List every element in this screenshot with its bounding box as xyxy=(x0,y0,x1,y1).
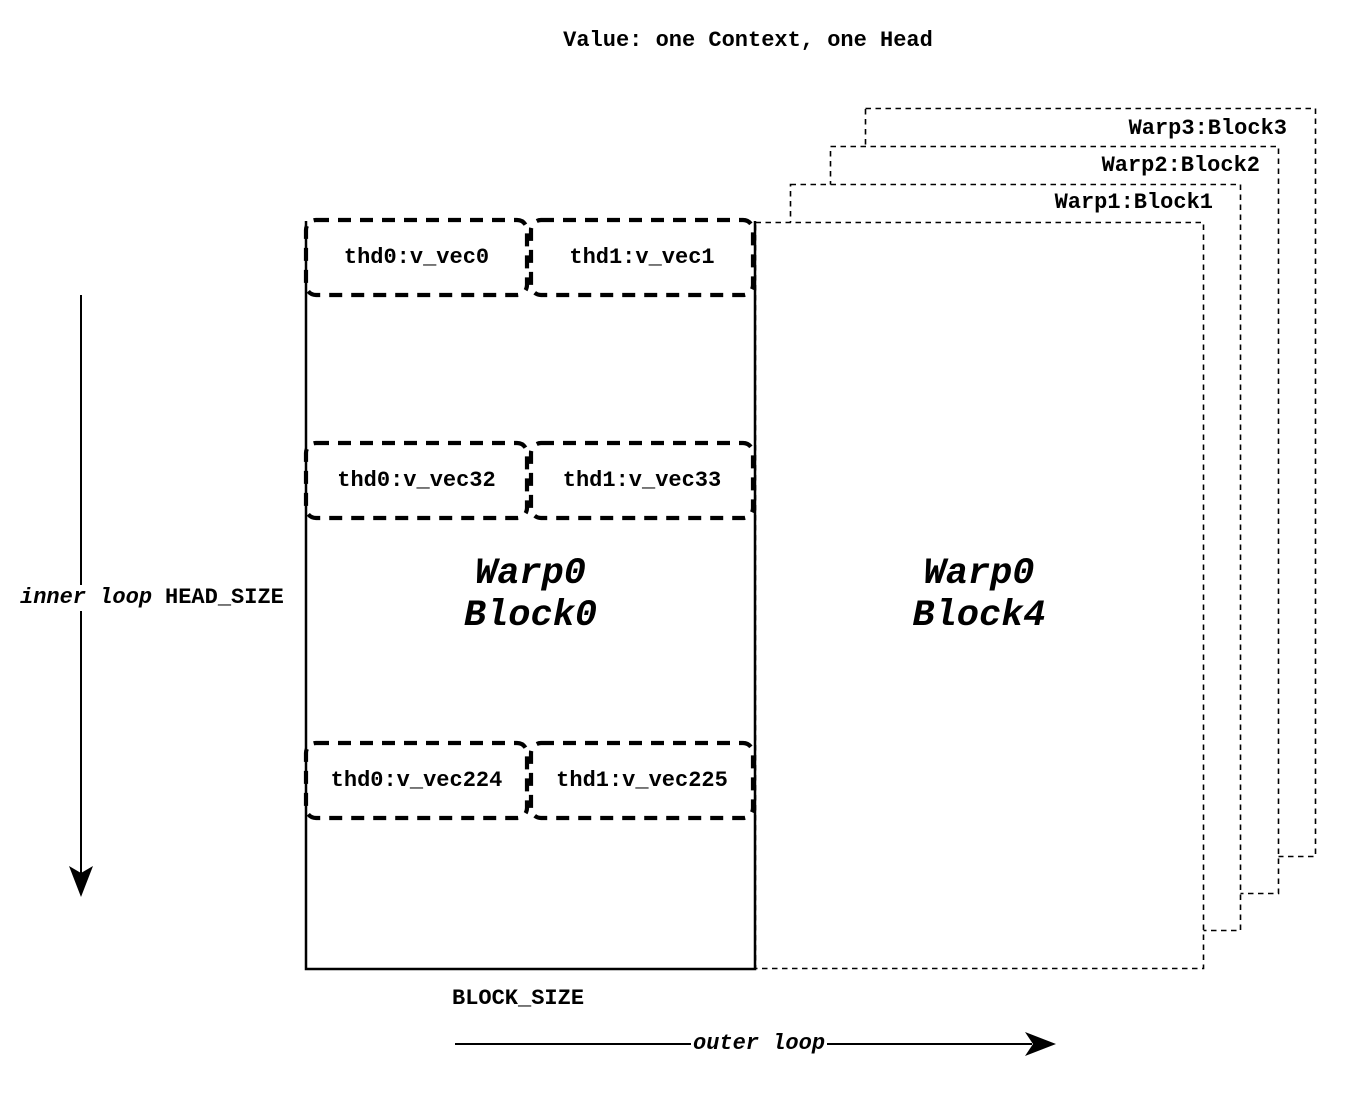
vec-cell-thd1-vec33: thd1:v_vec33 xyxy=(562,468,722,493)
warp0-block0-line1: Warp0 xyxy=(474,553,587,595)
vec-cell-thd0-vec224: thd0:v_vec224 xyxy=(330,768,503,793)
vec-cell-thd1-vec1: thd1:v_vec1 xyxy=(569,245,715,270)
warp0-block4-label xyxy=(755,553,1203,637)
warp0-block4-line1: Warp0 xyxy=(923,553,1035,595)
vec-cell-thd0-vec32: thd0:v_vec32 xyxy=(337,468,496,493)
warp0-block0-line2: Block0 xyxy=(463,595,598,637)
block-size-label: BLOCK_SIZE xyxy=(452,986,585,1011)
warp0-block4-line2: Block4 xyxy=(912,595,1046,637)
warp1-block1-label: Warp1:Block1 xyxy=(1054,190,1213,215)
warp2-block2-label: Warp2:Block2 xyxy=(1101,153,1260,178)
head-size-label: HEAD_SIZE xyxy=(165,585,284,610)
vec-cell-thd1-vec225: thd1:v_vec225 xyxy=(556,768,728,793)
vec-cell-thd0-vec0: thd0:v_vec0 xyxy=(343,245,490,270)
diagram-title: Value: one Context, one Head xyxy=(563,28,933,53)
outer-loop-label: outer loop xyxy=(693,1031,826,1056)
warp0-block0-label xyxy=(306,553,755,637)
inner-loop-axis-label xyxy=(18,585,286,611)
inner-loop-label: inner loop xyxy=(20,585,153,610)
warp3-block3-label: Warp3:Block3 xyxy=(1128,116,1287,141)
